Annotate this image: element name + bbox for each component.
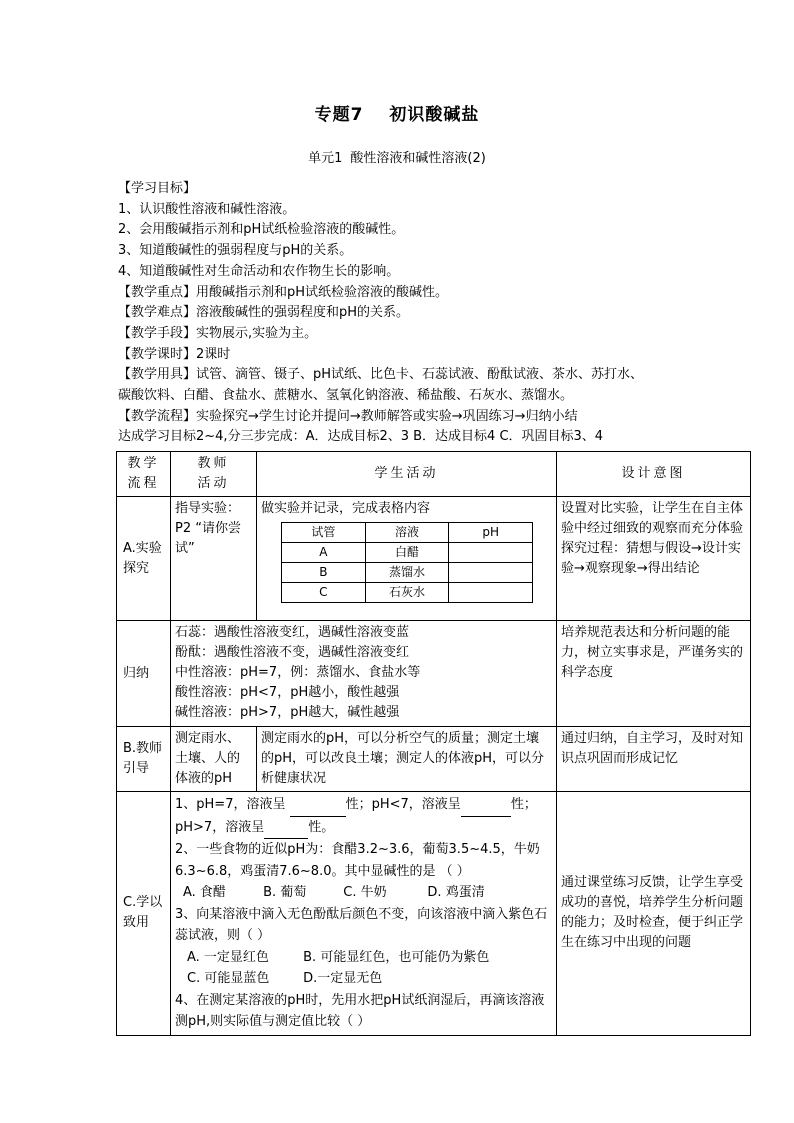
exercise-options-3b xyxy=(175,968,552,990)
option: A. 食醋 xyxy=(183,885,226,900)
answer-blank[interactable] xyxy=(461,794,511,817)
intro-line: 【教学难点】溶液酸碱性的强弱程度和pH的关系。 xyxy=(118,305,410,321)
row-label: B.教师引导 xyxy=(117,727,171,792)
experiment-row xyxy=(282,583,533,603)
answer-blank[interactable] xyxy=(264,817,308,840)
experiment-header: 溶液 xyxy=(365,523,449,543)
page-subtitle xyxy=(0,150,794,168)
experiment-cell: 石灰水 xyxy=(365,583,449,603)
exercise-options-2 xyxy=(175,882,552,904)
option: D. 鸡蛋清 xyxy=(427,885,485,900)
experiment-cell: A xyxy=(282,543,366,563)
row-label: 归纳 xyxy=(117,621,171,727)
header-process xyxy=(117,452,171,497)
intro-line: 【学习目标】 xyxy=(118,181,197,196)
exercise-question-3: 3、向某溶液中滴入无色酚酞后颜色不变，向该溶液中滴入紫色石蕊试液，则（ ） xyxy=(175,906,548,943)
option: B. 葡萄 xyxy=(263,885,307,900)
intro-line: 【教学重点】用酸碱指示剂和pH试纸检验溶液的酸碱性。 xyxy=(118,284,449,300)
summary-line: 酸性溶液：pH<7，pH越小，酸性越强 xyxy=(175,685,400,700)
experiment-cell: 蒸馏水 xyxy=(365,563,449,583)
q1-part: 1、pH=7，溶液呈 xyxy=(175,797,286,812)
intro-section xyxy=(118,179,758,448)
teacher-activity: 测定雨水、土壤、人的体液的pH xyxy=(171,727,257,792)
experiment-row xyxy=(282,563,533,583)
header-teacher-line1: 教师 xyxy=(197,456,230,471)
exercise-content xyxy=(171,792,557,1036)
intro-line: 达成学习目标2~4,分三步完成：A．达成目标2、3 B．达成目标4 C．巩固目标3、4 xyxy=(118,429,604,445)
intro-line: 碳酸饮料、白醋、食盐水、蔗糖水、氢氧化钠溶液、稀盐酸、石灰水、蒸馏水。 xyxy=(118,388,574,404)
header-teacher xyxy=(171,452,257,497)
answer-blank[interactable] xyxy=(290,794,346,817)
header-student: 学生活动 xyxy=(257,452,557,497)
summary-line: 酚酞：遇酸性溶液不变，遇碱性溶液变红 xyxy=(175,645,410,660)
row-label: C.学以致用 xyxy=(117,792,171,1036)
design-intent: 设置对比实验，让学生在自主体验中经过细致的观察而充分体验探究过程：猜想与假设→设计实验→观察现象→得出结论 xyxy=(557,497,751,621)
intro-line: 【教学用具】试管、滴管、镊子、pH试纸、比色卡、石蕊试液、酚酞试液、茶水、苏打水、 xyxy=(118,367,644,383)
exercise-question-1 xyxy=(175,794,552,839)
experiment-row xyxy=(282,543,533,563)
exercise-question-2: 2、一些食物的近似pH为：食醋3.2~3.6，葡萄3.5~4.5，牛奶6.3~6.8，鸡蛋清7.6~8.0。其中显碱性的是 （ ） xyxy=(175,842,540,879)
experiment-cell: 白醋 xyxy=(365,543,449,563)
experiment-cell xyxy=(449,583,533,603)
table-row xyxy=(117,621,751,727)
subtitle-name: 酸性溶液和碱性溶液(2) xyxy=(350,151,486,166)
option: A. 一定显红色 xyxy=(187,949,269,965)
option: D.一定显无色 xyxy=(303,971,383,986)
design-intent: 培养规范表达和分析问题的能力，树立实事求是，严谨务实的科学态度 xyxy=(557,621,751,727)
experiment-table xyxy=(281,522,533,603)
design-intent: 通过课堂练习反馈，让学生享受成功的喜悦，培养学生分析问题的能力；及时检查，便于纠正学生在练习中出现的问题 xyxy=(557,792,751,1036)
q1-part: 性；pH>7，溶液呈 xyxy=(175,797,537,835)
student-activity: 测定雨水的pH，可以分析空气的质量；测定土壤的pH，可以改良土壤；测定人的体液pH，可以分析健康状况 xyxy=(257,727,557,792)
row-label: A.实验探究 xyxy=(117,497,171,621)
option: B. 可能显红色，也可能仍为紫色 xyxy=(303,949,490,965)
title-name: 初识酸碱盐 xyxy=(389,105,480,125)
q1-part: 性；pH<7，溶液呈 xyxy=(345,797,461,812)
experiment-header-row xyxy=(282,523,533,543)
option: C. 可能显蓝色 xyxy=(187,971,270,986)
experiment-header: pH xyxy=(449,523,533,543)
header-process-line2: 流程 xyxy=(127,476,160,491)
summary-line: 碱性溶液：pH>7，pH越大，碱性越强 xyxy=(175,705,400,720)
experiment-header: 试管 xyxy=(282,523,366,543)
title-topic: 专题7 xyxy=(314,105,364,125)
option: C. 牛奶 xyxy=(343,885,387,900)
q1-part: 性。 xyxy=(308,819,335,835)
summary-content xyxy=(171,621,557,727)
intro-line: 【教学课时】2课时 xyxy=(118,346,231,362)
table-row xyxy=(117,727,751,792)
header-process-line1: 教学 xyxy=(127,456,160,471)
intro-line: 3、知道酸碱性的强弱程度与pH的关系。 xyxy=(118,243,353,259)
lesson-table xyxy=(116,451,751,1036)
student-activity xyxy=(257,497,557,621)
exercise-options-3 xyxy=(175,947,552,969)
intro-line: 【教学手段】实物展示,实验为主。 xyxy=(118,325,318,341)
subtitle-unit: 单元1 xyxy=(308,151,343,166)
summary-line: 中性溶液：pH=7，例：蒸馏水、食盐水等 xyxy=(175,665,421,680)
experiment-cell xyxy=(449,563,533,583)
intro-line: 1、认识酸性溶液和碱性溶液。 xyxy=(118,201,296,217)
experiment-cell: C xyxy=(282,583,366,603)
table-row xyxy=(117,497,751,621)
header-teacher-line2: 活动 xyxy=(197,476,230,491)
design-intent: 通过归纳，自主学习，及时对知识点巩固而形成记忆 xyxy=(557,727,751,792)
student-activity-text: 做实验并记录，完成表格内容 xyxy=(261,501,431,516)
intro-line: 2、会用酸碱指示剂和pH试纸检验溶液的酸碱性。 xyxy=(118,222,405,238)
exercise-question-4: 4、在测定某溶液的pH时，先用水把pH试纸润湿后，再滴该溶液测pH,则实际值与测定值比较（ ） xyxy=(175,992,545,1029)
summary-line: 石蕊：遇酸性溶液变红，遇碱性溶液变蓝 xyxy=(175,625,410,640)
table-header-row xyxy=(117,452,751,497)
experiment-cell xyxy=(449,543,533,563)
teacher-activity: 指导实验：P2 “请你尝试” xyxy=(171,497,257,621)
experiment-cell: B xyxy=(282,563,366,583)
intro-line: 【教学流程】实验探究→学生讨论并提问→教师解答或实验→巩固练习→归纳小结 xyxy=(118,408,578,424)
header-intent: 设计意图 xyxy=(557,452,751,497)
page-title xyxy=(0,104,794,126)
table-row xyxy=(117,792,751,1036)
intro-line: 4、知道酸碱性对生命活动和农作物生长的影响。 xyxy=(118,263,400,279)
